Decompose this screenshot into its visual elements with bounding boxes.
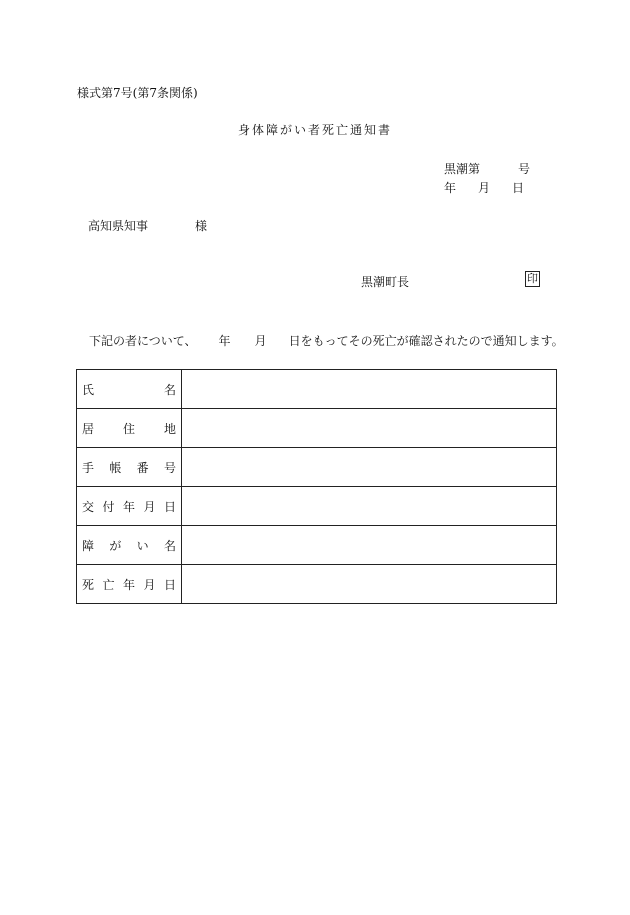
row-label-cell bbox=[77, 448, 182, 487]
form-number: 様式第7号(第7条関係) bbox=[77, 86, 198, 100]
body-part1: 下記の者について、 bbox=[89, 334, 197, 348]
table-row bbox=[77, 409, 557, 448]
issue-date bbox=[444, 179, 524, 196]
reference-number bbox=[444, 160, 530, 177]
notice-body bbox=[89, 332, 564, 349]
row-label-cell bbox=[77, 370, 182, 409]
row-value-field[interactable] bbox=[182, 409, 557, 448]
table-row bbox=[77, 448, 557, 487]
row-label: 手 帳 番 号 bbox=[82, 460, 176, 475]
row-value-field[interactable] bbox=[182, 487, 557, 526]
table-row bbox=[77, 487, 557, 526]
row-value-field[interactable] bbox=[182, 526, 557, 565]
row-label-cell bbox=[77, 565, 182, 604]
reference-suffix: 号 bbox=[518, 162, 531, 176]
body-year: 年 bbox=[218, 334, 231, 348]
document-title: 身体障がい者死亡通知書 bbox=[237, 123, 392, 137]
row-label: 交 付 年 月 日 bbox=[82, 499, 176, 514]
addressee-name: 高知県知事 bbox=[88, 219, 149, 233]
row-value-field[interactable] bbox=[182, 370, 557, 409]
body-part2: 日をもってその死亡が確認されたので通知します。 bbox=[288, 334, 564, 348]
sender-name: 黒潮町長 bbox=[361, 275, 410, 289]
deceased-info-table bbox=[76, 369, 557, 604]
reference-prefix: 黒潮第 bbox=[444, 162, 481, 176]
table-row bbox=[77, 526, 557, 565]
date-year: 年 bbox=[444, 181, 457, 195]
seal-mark: 印 bbox=[527, 272, 538, 285]
row-label-cell bbox=[77, 526, 182, 565]
row-value-field[interactable] bbox=[182, 448, 557, 487]
table-row bbox=[77, 565, 557, 604]
body-month: 月 bbox=[254, 334, 267, 348]
row-label-cell bbox=[77, 487, 182, 526]
row-label: 居 住 地 bbox=[82, 421, 176, 436]
row-label: 障 が い 名 bbox=[82, 538, 176, 553]
addressee-honorific: 様 bbox=[195, 219, 208, 233]
date-day: 日 bbox=[512, 181, 525, 195]
row-label-cell bbox=[77, 409, 182, 448]
date-month: 月 bbox=[478, 181, 491, 195]
table-row bbox=[77, 370, 557, 409]
row-value-field[interactable] bbox=[182, 565, 557, 604]
addressee bbox=[88, 217, 207, 234]
row-label: 氏 名 bbox=[82, 382, 176, 397]
row-label: 死 亡 年 月 日 bbox=[82, 577, 176, 592]
